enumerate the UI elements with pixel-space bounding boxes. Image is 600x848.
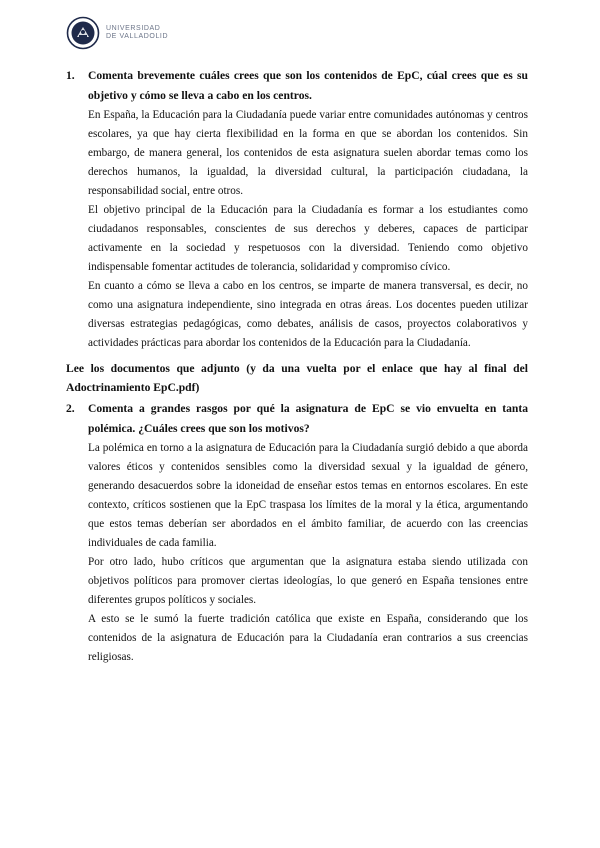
question-1 <box>66 66 528 106</box>
answer-1-paragraph-1: En España, la Educación para la Ciudadanía puede variar entre comunidades autónomas y centros escolares, ya que hay cierta flexibilidad en la forma en que se abordan los contenidos. Sin embargo, de manera general, los contenidos de esta asignatura suelen abordar temas como los derechos humanos, la igualdad, la diversidad cultural, la participación ciudadana, la responsabilidad social, entre otros. <box>88 109 528 197</box>
answer-1-paragraph-3: En cuanto a cómo se lleva a cabo en los centros, se imparte de manera transversal, es decir, no como una asignatura independiente, sino integrada en otras áreas. Los docentes pueden utilizar diversas estrategias pedagógicas, como debates, análisis de casos, proyectos colaborativos y actividades prácticas para abordar los contenidos de la Educación para la Ciudadanía. <box>88 280 528 349</box>
logo-line1: UNIVERSIDAD <box>106 25 161 32</box>
question-2 <box>66 399 528 439</box>
university-name <box>106 25 168 41</box>
question-1-number: 1. <box>66 69 75 82</box>
logo-line2: DE VALLADOLID <box>106 33 169 40</box>
answer-2-paragraph-2: Por otro lado, hubo críticos que argumentan que la asignatura estaba siendo utilizada con objetivos políticos para promover ciertas ideologías, lo que generó en España tensiones entre diferentes grupos políticos y sociales. <box>88 556 528 606</box>
answer-1-paragraph-2: El objetivo principal de la Educación para la Ciudadanía es formar a los estudiantes como ciudadanos responsables, conscientes de sus derechos y deberes, capaces de participar activamente en la sociedad y respetuosos con la diversidad. Teniendo como objetivo indispensable fomentar actitudes de tolerancia, solidaridad y compromiso cívico. <box>88 204 528 273</box>
question-1-text: Comenta brevemente cuáles crees que son los contenidos de EpC, cúal crees que es su objetivo y cómo se lleva a cabo en los centros. <box>88 69 528 102</box>
document-body <box>66 66 528 667</box>
university-logo <box>66 16 168 50</box>
answer-2-paragraph-3: A esto se le sumó la fuerte tradición católica que existe en España, considerando que los contenidos de la asignatura de Educación para la Ciudadanía eran contrarios a sus creencias religiosas. <box>88 613 528 663</box>
instruction-text: Lee los documentos que adjunto (y da una vuelta por el enlace que hay al final del Adoctrinamiento EpC.pdf) <box>66 362 528 394</box>
question-2-text: Comenta a grandes rasgos por qué la asignatura de EpC se vio envuelta en tanta polémica. ¿Cuáles crees que son los motivos? <box>88 402 528 435</box>
university-seal-icon <box>66 16 100 50</box>
answer-2-paragraph-1: La polémica en torno a la asignatura de Educación para la Ciudadanía surgió debido a que aborda valores éticos y contenidos sensibles como la diversidad sexual y la igualdad de género, generando desacuerdos sobre la idoneidad de enseñar estos temas en entornos escolares. En este contexto, críticos sostienen que la EpC traspasa los límites de la moral y la ética, argumentando que estos temas deberían ser abordados en el ámbito familiar, de acuerdo con las creencias individuales de cada familia. <box>88 442 528 549</box>
question-2-number: 2. <box>66 402 75 415</box>
